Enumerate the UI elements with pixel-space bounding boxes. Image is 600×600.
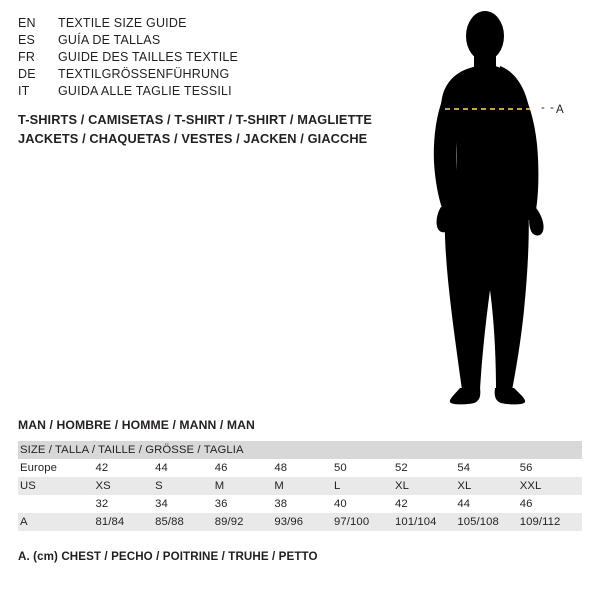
category-tshirts: T-SHIRTS / CAMISETAS / T-SHIRT / T-SHIRT / MAGLIETTE <box>18 112 373 127</box>
language-row-it <box>18 84 378 101</box>
row-label-a: A <box>18 513 96 531</box>
cell-us-6: XL <box>457 477 519 495</box>
cell-us-7: XXL <box>520 477 582 495</box>
row-label-numeric <box>18 495 96 513</box>
language-text-fr: GUIDE DES TAILLES TEXTILE <box>58 50 239 64</box>
cell-a-6: 105/108 <box>457 513 519 531</box>
cell-numeric-3: 38 <box>274 495 334 513</box>
cell-numeric-7: 46 <box>520 495 582 513</box>
table-header-label: SIZE / TALLA / TAILLE / GRÖSSE / TAGLIA <box>18 441 582 459</box>
cell-a-4: 97/100 <box>334 513 395 531</box>
measure-label-a: A <box>556 104 565 116</box>
table-header-row <box>18 441 582 459</box>
language-text-de: TEXTILGRÖSSENFÜHRUNG <box>58 67 230 81</box>
row-label-us: US <box>18 477 96 495</box>
cell-numeric-2: 36 <box>215 495 275 513</box>
cell-europe-1: 44 <box>155 459 215 477</box>
language-text-it: GUIDA ALLE TAGLIE TESSILI <box>58 84 232 98</box>
cell-us-3: M <box>274 477 334 495</box>
table-row <box>18 477 582 495</box>
table-row <box>18 495 582 513</box>
cell-numeric-4: 40 <box>334 495 395 513</box>
cell-us-2: M <box>215 477 275 495</box>
cell-a-1: 85/88 <box>155 513 215 531</box>
table-title: MAN / HOMBRE / HOMME / MANN / MAN <box>18 418 255 432</box>
language-row-fr <box>18 50 378 67</box>
language-code-es: ES <box>18 33 36 47</box>
cell-us-5: XL <box>395 477 457 495</box>
figure-svg <box>400 10 600 410</box>
cell-europe-3: 48 <box>274 459 334 477</box>
cell-europe-7: 56 <box>520 459 582 477</box>
category-headings <box>18 110 418 148</box>
cell-numeric-0: 32 <box>96 495 156 513</box>
cell-us-4: L <box>334 477 395 495</box>
language-code-fr: FR <box>18 50 36 64</box>
language-text-en: TEXTILE SIZE GUIDE <box>58 16 187 30</box>
cell-a-3: 93/96 <box>274 513 334 531</box>
row-label-europe: Europe <box>18 459 96 477</box>
cell-europe-2: 46 <box>215 459 275 477</box>
cell-numeric-1: 34 <box>155 495 215 513</box>
size-table <box>18 441 582 531</box>
cell-europe-4: 50 <box>334 459 395 477</box>
cell-us-1: S <box>155 477 215 495</box>
cell-numeric-6: 44 <box>457 495 519 513</box>
cell-a-2: 89/92 <box>215 513 275 531</box>
language-row-en <box>18 16 378 33</box>
footnote: A. (cm) CHEST / PECHO / POITRINE / TRUHE / PETTO <box>18 550 318 563</box>
language-row-es <box>18 33 378 50</box>
cell-europe-0: 42 <box>96 459 156 477</box>
language-row-de <box>18 67 378 84</box>
language-code-it: IT <box>18 84 30 98</box>
cell-us-0: XS <box>96 477 156 495</box>
cell-europe-6: 54 <box>457 459 519 477</box>
cell-numeric-5: 42 <box>395 495 457 513</box>
language-code-en: EN <box>18 16 36 30</box>
table-row <box>18 459 582 477</box>
measure-dash-marker: - - <box>541 102 555 114</box>
male-figure-illustration <box>400 10 600 410</box>
cell-a-7: 109/112 <box>520 513 582 531</box>
cell-a-0: 81/84 <box>96 513 156 531</box>
cell-europe-5: 52 <box>395 459 457 477</box>
language-list <box>18 16 378 101</box>
language-code-de: DE <box>18 67 36 81</box>
category-jackets: JACKETS / CHAQUETAS / VESTES / JACKEN / GIACCHE <box>18 131 368 146</box>
cell-a-5: 101/104 <box>395 513 457 531</box>
table-row <box>18 513 582 531</box>
language-text-es: GUÍA DE TALLAS <box>58 33 161 47</box>
